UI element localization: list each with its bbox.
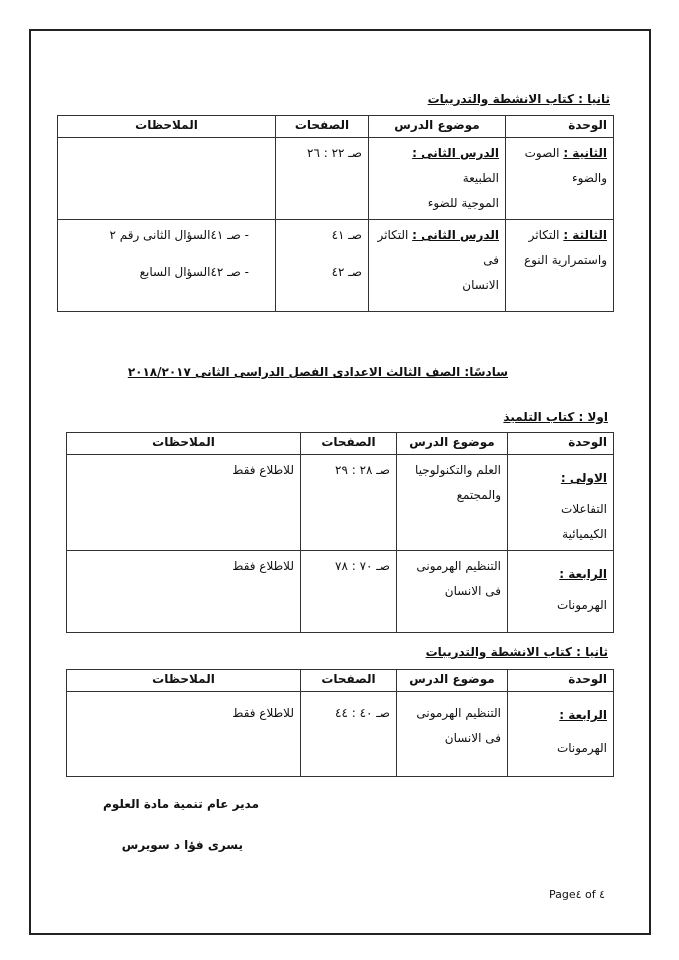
pages-text: صـ ٤١ [331, 228, 362, 242]
table-row [67, 455, 614, 551]
unit-cell [506, 138, 614, 220]
header-notes: الملاحظات [67, 433, 301, 455]
pages-text: صـ ٢٢ : ٢٦ [307, 146, 362, 160]
notes-text: للاطلاع فقط [232, 706, 294, 720]
table-header-row [67, 670, 614, 692]
lesson-text-2: والمجتمع [456, 488, 501, 502]
notes-cell [67, 455, 301, 551]
table-activities-2 [66, 669, 614, 777]
table-row [67, 551, 614, 633]
lesson-cell [397, 455, 508, 551]
header-notes: الملاحظات [67, 670, 301, 692]
pages-cell [301, 692, 397, 777]
section-b-subheading: اولا : كتاب التلميذ [503, 410, 608, 424]
lesson-cell [369, 220, 506, 312]
pages-text: صـ ٧٠ : ٧٨ [335, 559, 390, 573]
unit-cell [508, 692, 614, 777]
header-lesson: موضوع الدرس [397, 670, 508, 692]
lesson-label: الدرس الثانى : [412, 146, 499, 160]
unit-text: الهرمونات [556, 741, 607, 755]
signature-title: مدير عام تنمية مادة العلوم [103, 797, 259, 811]
section-c-heading: ثانيا : كتاب الانشطة والتدريبات [425, 645, 608, 659]
page-number: Page٤ of ٤ [549, 888, 606, 901]
unit-label: الاولى : [560, 471, 607, 485]
lesson-text-2: الموجية للضوء [427, 196, 499, 210]
unit-text-2: واستمرارية النوع [523, 253, 607, 267]
table-student-book [66, 432, 614, 633]
pages-cell [301, 455, 397, 551]
lesson-cell [369, 138, 506, 220]
pages-cell [301, 551, 397, 633]
header-lesson: موضوع الدرس [397, 433, 508, 455]
lesson-text: التنظيم الهرمونى [416, 706, 501, 720]
lesson-text-2: فى الانسان [444, 731, 501, 745]
header-notes: الملاحظات [58, 116, 276, 138]
header-unit: الوحدة [506, 116, 614, 138]
unit-text: التفاعلات الكيميائية [561, 502, 607, 541]
lesson-text: الطبيعة [462, 171, 499, 185]
pages-text-2: صـ ٤٢ [331, 265, 362, 279]
lesson-text-2: فى الانسان [444, 584, 501, 598]
lesson-cell [397, 692, 508, 777]
notes-text-2: - صـ ٤٢السؤال السابع [139, 265, 249, 279]
lesson-text-2: الانسان [462, 278, 499, 292]
table-row [58, 220, 614, 312]
unit-label: الثانية : [563, 146, 607, 160]
unit-cell [506, 220, 614, 312]
table-row [67, 692, 614, 777]
unit-text: الهرمونات [556, 598, 607, 612]
unit-cell [508, 455, 614, 551]
table-header-row [67, 433, 614, 455]
table-activities-1 [57, 115, 614, 312]
header-pages: الصفحات [301, 433, 397, 455]
signature-name: يسرى فؤا د سويرس [121, 838, 243, 852]
lesson-label: الدرس الثانى : [412, 228, 499, 242]
lesson-text: العلم والتكنولوجيا [415, 463, 501, 477]
lesson-text: التكاثر فى [377, 228, 499, 267]
notes-text: للاطلاع فقط [232, 463, 294, 477]
lesson-cell [397, 551, 508, 633]
section-b-heading: سادسًا: الصف الثالث الاعدادى الفصل الدراسى الثانى ٢٠١٨/٢٠١٧ [127, 365, 508, 379]
unit-cell [508, 551, 614, 633]
lesson-text: التنظيم الهرمونى [416, 559, 501, 573]
notes-cell [58, 138, 276, 220]
notes-text: للاطلاع فقط [232, 559, 294, 573]
unit-text: التكاثر [528, 228, 564, 242]
unit-text-2: والضوء [571, 171, 607, 185]
pages-text: صـ ٢٨ : ٢٩ [335, 463, 390, 477]
notes-cell [58, 220, 276, 312]
header-unit: الوحدة [508, 670, 614, 692]
pages-cell [276, 138, 369, 220]
unit-label: الثالثة : [563, 228, 607, 242]
notes-text: - صـ ٤١السؤال الثانى رقم ٢ [109, 228, 249, 242]
notes-cell [67, 692, 301, 777]
notes-cell [67, 551, 301, 633]
header-unit: الوحدة [508, 433, 614, 455]
header-lesson: موضوع الدرس [369, 116, 506, 138]
header-pages: الصفحات [276, 116, 369, 138]
unit-label: الرابعة : [559, 567, 607, 581]
section-a-heading: ثانيا : كتاب الانشطة والتدريبات [427, 92, 610, 106]
table-header-row [58, 116, 614, 138]
unit-label: الرابعة : [559, 708, 607, 722]
pages-cell [276, 220, 369, 312]
pages-text: صـ ٤٠ : ٤٤ [335, 706, 390, 720]
table-row [58, 138, 614, 220]
header-pages: الصفحات [301, 670, 397, 692]
unit-text: الصوت [524, 146, 564, 160]
